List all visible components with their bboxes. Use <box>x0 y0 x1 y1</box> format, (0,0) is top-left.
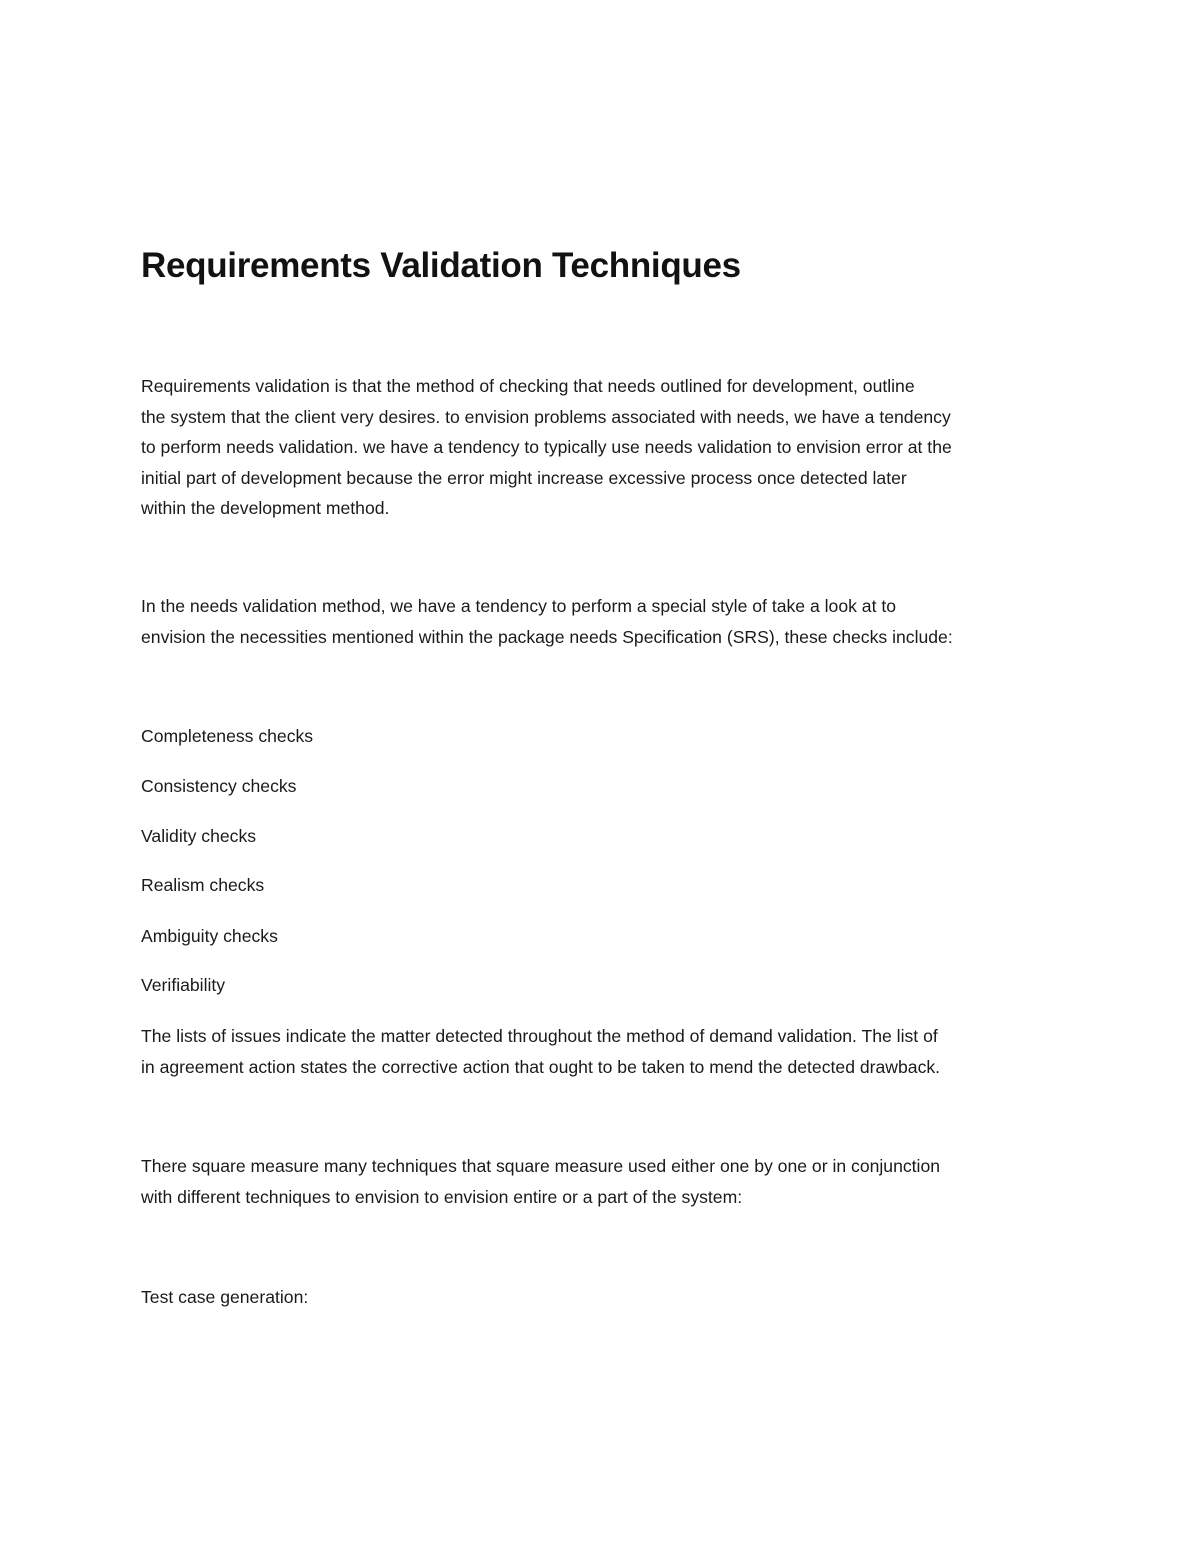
techniques-paragraph <box>141 1151 940 1212</box>
paragraph-line: within the development method. <box>141 498 390 518</box>
issues-paragraph <box>141 1021 940 1082</box>
check-item-verifiability: Verifiability <box>141 975 226 995</box>
paragraph-line: in agreement action states the corrective action that ought to be taken to mend the detected drawback. <box>141 1056 941 1077</box>
check-item-consistency: Consistency checks <box>141 776 297 796</box>
intro-paragraph <box>141 371 952 524</box>
test-case-generation-heading: Test case generation: <box>141 1287 309 1307</box>
paragraph-line: initial part of development because the error might increase excessive process once detected later <box>141 467 907 488</box>
paragraph-line: envision the necessities mentioned within the package needs Specification (SRS), these checks include: <box>141 626 953 647</box>
check-item-completeness: Completeness checks <box>141 726 314 746</box>
validation-method-paragraph <box>141 591 953 652</box>
paragraph-line: There square measure many techniques that square measure used either one by one or in conjunction <box>141 1156 941 1176</box>
paragraph-line: Requirements validation is that the method of checking that needs outlined for development, outline <box>141 376 915 396</box>
paragraph-line: In the needs validation method, we have a tendency to perform a special style of take a look at to <box>141 596 897 616</box>
paragraph-line: The lists of issues indicate the matter detected throughout the method of demand validation. The list of <box>141 1026 938 1046</box>
check-item-ambiguity: Ambiguity checks <box>141 926 278 946</box>
paragraph-line: with different techniques to envision to envision entire or a part of the system: <box>141 1186 743 1207</box>
paragraph-line: to perform needs validation. we have a tendency to typically use needs validation to envision error at the <box>141 437 952 457</box>
document-title: Requirements Validation Techniques <box>141 246 741 285</box>
check-item-realism: Realism checks <box>141 875 265 895</box>
paragraph-line: the system that the client very desires. to envision problems associated with needs, we have a tendency <box>141 406 951 427</box>
check-item-validity: Validity checks <box>141 826 257 846</box>
